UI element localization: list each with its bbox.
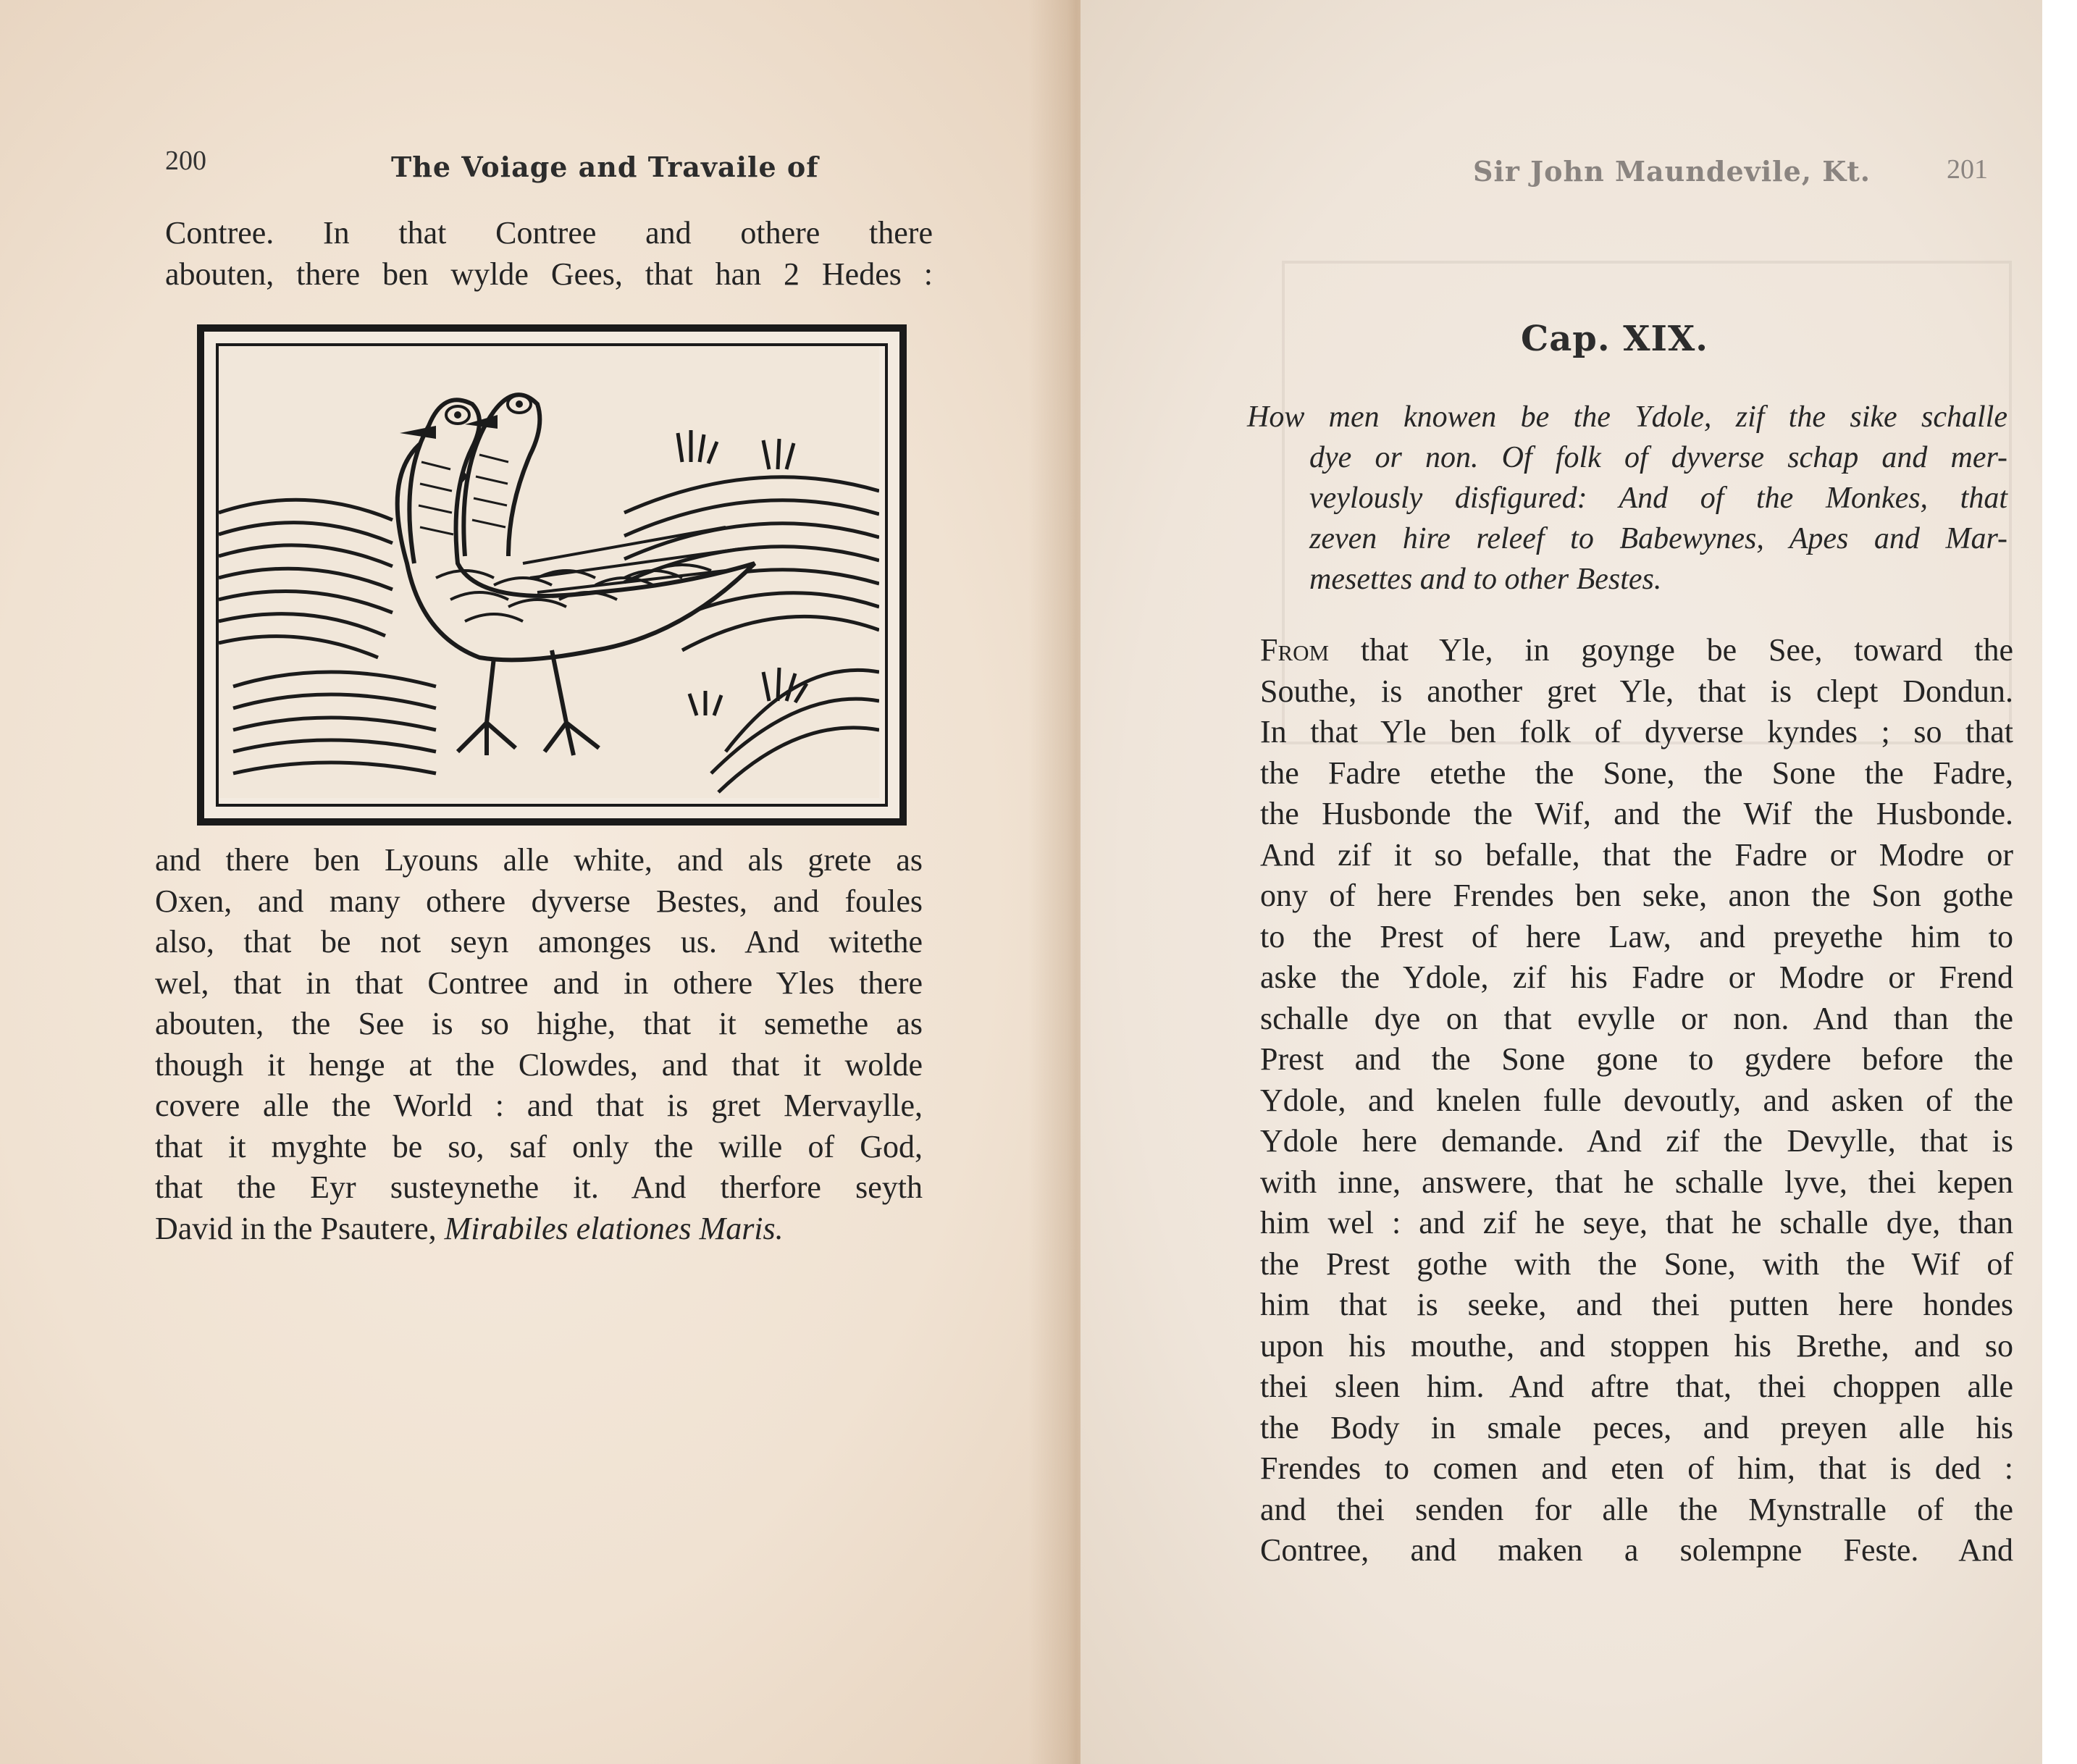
text-line: Ydole here demande. And zif the Devylle, that is: [1260, 1123, 2013, 1159]
woodcut-frame: [216, 343, 888, 807]
scan-margin: [2042, 0, 2077, 1764]
initial-word: From: [1260, 632, 1330, 668]
text-line: Ydole, and knelen fulle devoutly, and asken of the: [1260, 1082, 2013, 1118]
text-line: abouten, there ben wylde Gees, that han 2 Hedes :: [165, 256, 933, 292]
two-headed-goose-woodcut: [219, 346, 879, 798]
summary-line: dye or non. Of folk of dyverse schap and mer-: [1309, 441, 2007, 474]
text-line: Contree, and maken a solempne Feste. And: [1260, 1532, 2013, 1568]
text-line: Oxen, and many othere dyverse Bestes, and foules: [155, 883, 923, 919]
chapter-title: Cap. XIX.: [1521, 319, 1708, 359]
text-line: the Prest gothe with the Sone, with the Wif of: [1260, 1246, 2013, 1282]
page-number-left: 200: [165, 146, 206, 176]
text-line: And zif it so befalle, that the Fadre or Modre or: [1260, 836, 2013, 873]
chapter-summary: [1247, 397, 2007, 600]
running-head-right: Sir John Maundevile, Kt.: [1473, 155, 1871, 188]
running-head-left: The Voiage and Travaile of: [391, 151, 819, 183]
text-line: the Body in smale peces, and preyen alle his: [1260, 1409, 2013, 1445]
text-line: upon his mouthe, and stoppen his Brethe, and so: [1260, 1327, 2013, 1364]
text-line: Contree. In that Contree and othere there: [165, 215, 933, 251]
latin-quotation: Mirabiles elationes Maris.: [444, 1210, 784, 1246]
text-line: ony of here Frendes ben seke, anon the Son gothe: [1260, 878, 2013, 913]
summary-line: veylously disfigured: And of the Monkes, that: [1309, 482, 2007, 515]
text-plain: David in the Psautere,: [155, 1210, 445, 1246]
text-block-bottom: [155, 840, 923, 1249]
text-line: and thei senden for alle the Mynstralle of the: [1260, 1491, 2013, 1527]
chapter-body-text: [1260, 630, 2013, 1571]
text-line: the Husbonde the Wif, and the Wif the Husbonde.: [1260, 796, 2013, 831]
text-line: with inne, answere, that he schalle lyve, thei kepen: [1260, 1164, 2013, 1200]
page-number-right: 201: [1947, 154, 1988, 185]
text-line-last: [155, 1209, 923, 1250]
text-line: aske the Ydole, zif his Fadre or Modre or Frend: [1260, 959, 2013, 995]
text-line: also, that be not seyn amonges us. And witethe: [155, 924, 923, 959]
text-line: him that is seeke, and thei putten here hondes: [1260, 1287, 2013, 1322]
text-line: to the Prest of here Law, and preyethe him to: [1260, 918, 2013, 954]
text-line: covere alle the World : and that is gret Mervaylle,: [155, 1088, 923, 1123]
text-line-first: [1260, 630, 2013, 671]
text-line: though it henge at the Clowdes, and that it wolde: [155, 1046, 923, 1083]
text-line: him wel : and zif he seye, that he schalle dye, than: [1260, 1205, 2013, 1240]
text-line: that it myghte be so, saf only the wille of God,: [155, 1128, 923, 1164]
summary-line: mesettes and to other Bestes.: [1309, 563, 1662, 596]
text-line: that the Eyr susteynethe it. And therfore seyth: [155, 1169, 923, 1205]
text-line: wel, that in that Contree and in othere Yles there: [155, 965, 923, 1001]
summary-line: How men knowen be the Ydole, zif the sike schalle: [1247, 400, 2007, 434]
text-line: In that Yle ben folk of dyverse kyndes ; so that: [1260, 714, 2013, 749]
text-block-top: [165, 213, 933, 295]
text-line: and there ben Lyouns alle white, and als grete as: [155, 842, 923, 878]
summary-line: zeven hire releef to Babewynes, Apes and Mar-: [1309, 522, 2007, 555]
text-line: Frendes to comen and eten of him, that is ded :: [1260, 1450, 2013, 1486]
text-line: thei sleen him. And aftre that, thei choppen alle: [1260, 1369, 2013, 1404]
text-line: abouten, the See is so highe, that it semethe as: [155, 1006, 923, 1041]
woodcut-illustration-two-headed-goose: [197, 324, 907, 826]
text-line: Southe, is another gret Yle, that is clept Dondun.: [1260, 673, 2013, 709]
text-line: the Fadre etethe the Sone, the Sone the Fadre,: [1260, 755, 2013, 791]
text-plain: that Yle, in goynge be See, toward the: [1329, 632, 2013, 668]
text-line: Prest and the Sone gone to gydere before the: [1260, 1041, 2013, 1077]
text-line: schalle dye on that evylle or non. And than the: [1260, 1000, 2013, 1036]
